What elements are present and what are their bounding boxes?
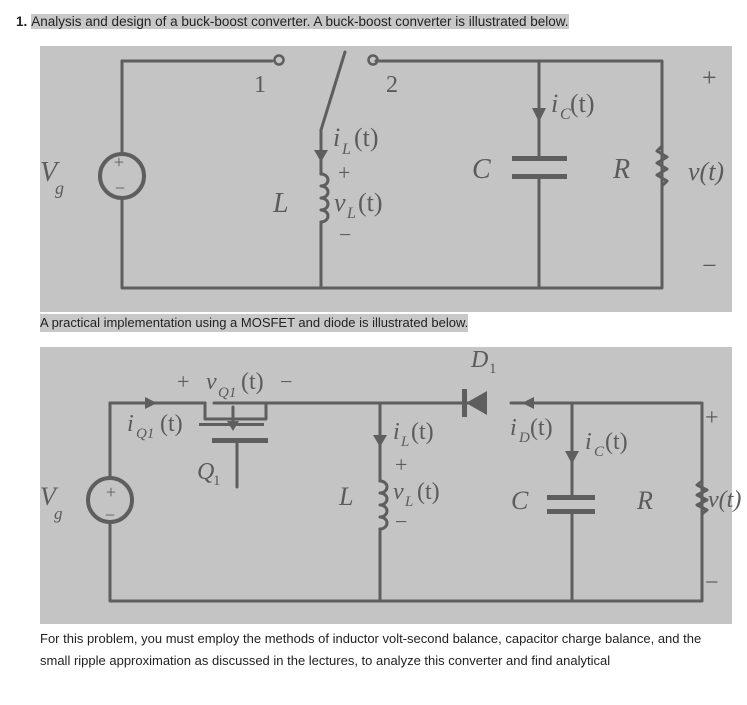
il-subscript: L — [342, 141, 351, 158]
source-plus-label: + — [113, 152, 125, 172]
switch-position-2: 2 — [386, 72, 398, 98]
ic-symbol: i — [585, 429, 592, 455]
vq-subscript: Q1 — [218, 385, 237, 401]
instructions-paragraph: For this problem, you must employ the methods of inductor volt-second balance, capacitor charge balance, and the small ripple approximation as discussed in the lectures, to analyze this converter and find analytical — [40, 631, 702, 668]
vq-symbol: v — [206, 369, 217, 395]
vq-minus-label: − — [280, 369, 293, 394]
vout-minus-label: − — [705, 570, 719, 596]
iq-symbol: i — [127, 411, 134, 437]
il-subscript: L — [401, 434, 410, 450]
vl-subscript: L — [405, 494, 414, 510]
source-label: V — [40, 157, 58, 188]
diode-label: D — [471, 347, 489, 373]
q-label: Q — [197, 459, 215, 485]
vq-plus-label: + — [177, 369, 190, 394]
source-plus-label: + — [105, 482, 117, 502]
source-subscript: g — [55, 178, 64, 198]
vl-argument: (t) — [358, 188, 383, 217]
vl-subscript: L — [347, 205, 356, 222]
il-symbol: i — [333, 123, 341, 152]
vl-minus-label: − — [395, 509, 408, 534]
buck-boost-ideal-figure — [40, 46, 732, 312]
vl-argument: (t) — [417, 479, 440, 505]
vq-argument: (t) — [241, 369, 264, 395]
resistor-label: R — [637, 486, 653, 515]
resistor-label: R — [613, 154, 631, 185]
source-label: V — [40, 482, 56, 511]
id-symbol: i — [510, 415, 517, 441]
il-argument: (t) — [411, 419, 434, 445]
ic-subscript: C — [594, 444, 605, 460]
vl-plus-label: + — [338, 160, 351, 185]
ic-symbol: i — [551, 89, 559, 118]
capacitor-label: C — [511, 486, 529, 515]
q-subscript: 1 — [213, 473, 221, 489]
vl-minus-label: − — [339, 222, 352, 247]
buck-boost-mosfet-figure — [40, 347, 742, 624]
problem-statement — [16, 13, 569, 31]
vout-plus-label: + — [702, 63, 717, 92]
source-subscript: g — [54, 504, 63, 523]
id-argument: (t) — [530, 415, 553, 441]
vl-symbol: v — [334, 188, 346, 217]
ic-subscript: C — [560, 106, 571, 123]
iq-argument: (t) — [160, 411, 183, 437]
vout-label: v(t) — [688, 157, 725, 186]
source-minus-label: − — [104, 505, 116, 525]
problem-number: 1. — [16, 14, 28, 29]
diode-subscript: 1 — [489, 361, 497, 377]
iq-subscript: Q1 — [136, 426, 155, 442]
vl-plus-label: + — [395, 452, 408, 477]
inductor-label: L — [273, 188, 289, 219]
il-argument: (t) — [354, 123, 379, 152]
problem-text: Analysis and design of a buck-boost converter. A buck-boost converter is illustrated below. — [31, 14, 569, 29]
vl-symbol: v — [393, 479, 404, 505]
switch-position-1: 1 — [254, 72, 266, 98]
ic-argument: (t) — [570, 89, 595, 118]
vout-plus-label: + — [705, 405, 719, 431]
il-symbol: i — [393, 419, 400, 445]
figure2-caption: A practical implementation using a MOSFET and diode is illustrated below. — [40, 315, 469, 330]
vout-label: v(t) — [708, 487, 742, 513]
vout-minus-label: − — [702, 251, 717, 280]
ic-argument: (t) — [605, 429, 628, 455]
source-minus-label: − — [114, 178, 126, 198]
id-subscript: D — [519, 430, 530, 446]
inductor-label: L — [339, 482, 354, 511]
capacitor-label: C — [472, 154, 491, 185]
